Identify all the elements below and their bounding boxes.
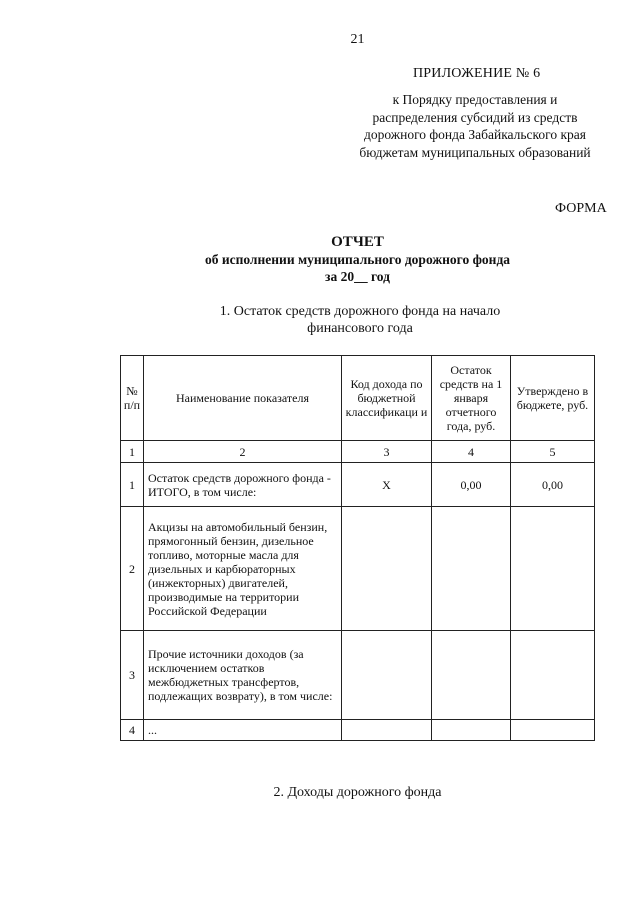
table-header-row xyxy=(121,356,595,441)
row-num: 3 xyxy=(121,631,144,720)
row-num: 1 xyxy=(121,463,144,507)
appendix-line: к Порядку предоставления и xyxy=(392,92,558,107)
row-code xyxy=(342,720,432,741)
row-code xyxy=(342,631,432,720)
row-balance xyxy=(432,507,511,631)
appendix-line: распределения субсидий из средств xyxy=(372,109,578,125)
row-approved xyxy=(511,720,595,741)
row-name: Акцизы на автомобильный бензин, прямогонный бензин, дизельное топливо, моторные масла для дизельных и карбюраторных (инжекторных) двигателей, производимые на территории Российской Федерации xyxy=(144,507,342,631)
report-subtitle xyxy=(0,251,640,285)
table-row xyxy=(121,720,595,741)
section1-line1: 1. Остаток средств дорожного фонда на начало xyxy=(219,304,501,319)
row-balance xyxy=(432,631,511,720)
appendix-title: ПРИЛОЖЕНИЕ № 6 xyxy=(413,66,541,81)
row-approved xyxy=(511,631,595,720)
header-num: № п/п xyxy=(121,356,144,441)
row-num: 4 xyxy=(121,720,144,741)
table-row xyxy=(121,507,595,631)
header-name: Наименование показателя xyxy=(144,356,342,441)
table-row xyxy=(121,463,595,507)
row-approved xyxy=(511,507,595,631)
report-title: ОТЧЕТ xyxy=(331,234,384,250)
row-name: Остаток средств дорожного фонда - ИТОГО, в том числе: xyxy=(144,463,342,507)
form-label: ФОРМА xyxy=(555,201,607,216)
fund-balance-table xyxy=(120,355,595,741)
column-number-row xyxy=(121,441,595,463)
section2-heading: 2. Доходы дорожного фонда xyxy=(273,785,442,800)
appendix-line: дорожного фонда Забайкальского края xyxy=(363,127,587,142)
column-number: 4 xyxy=(432,441,511,463)
row-code: Х xyxy=(342,463,432,507)
column-number: 2 xyxy=(144,441,342,463)
column-number: 1 xyxy=(121,441,144,463)
report-subtitle-line1: об исполнении муниципального дорожного фонда xyxy=(204,252,511,267)
column-number: 5 xyxy=(511,441,595,463)
header-approved: Утверждено в бюджете, руб. xyxy=(511,356,595,441)
section1-heading xyxy=(175,303,545,337)
header-balance: Остаток средств на 1 января отчетного года, руб. xyxy=(432,356,511,441)
row-code xyxy=(342,507,432,631)
row-name: Прочие источники доходов (за исключением остатков межбюджетных трансфертов, подлежащих возврату), в том числе: xyxy=(144,631,342,720)
row-balance xyxy=(432,720,511,741)
row-approved: 0,00 xyxy=(511,463,595,507)
row-name: ... xyxy=(144,720,342,741)
report-subtitle-line2: за 20__ год xyxy=(325,269,390,284)
column-number: 3 xyxy=(342,441,432,463)
table-row xyxy=(121,631,595,720)
page-number: 21 xyxy=(350,32,365,47)
appendix-description xyxy=(330,91,620,161)
appendix-line: бюджетам муниципальных образований xyxy=(359,144,591,160)
row-balance: 0,00 xyxy=(432,463,511,507)
row-num: 2 xyxy=(121,507,144,631)
section1-line2: финансового года xyxy=(307,321,413,336)
header-code: Код дохода по бюджетной классификаци и xyxy=(342,356,432,441)
